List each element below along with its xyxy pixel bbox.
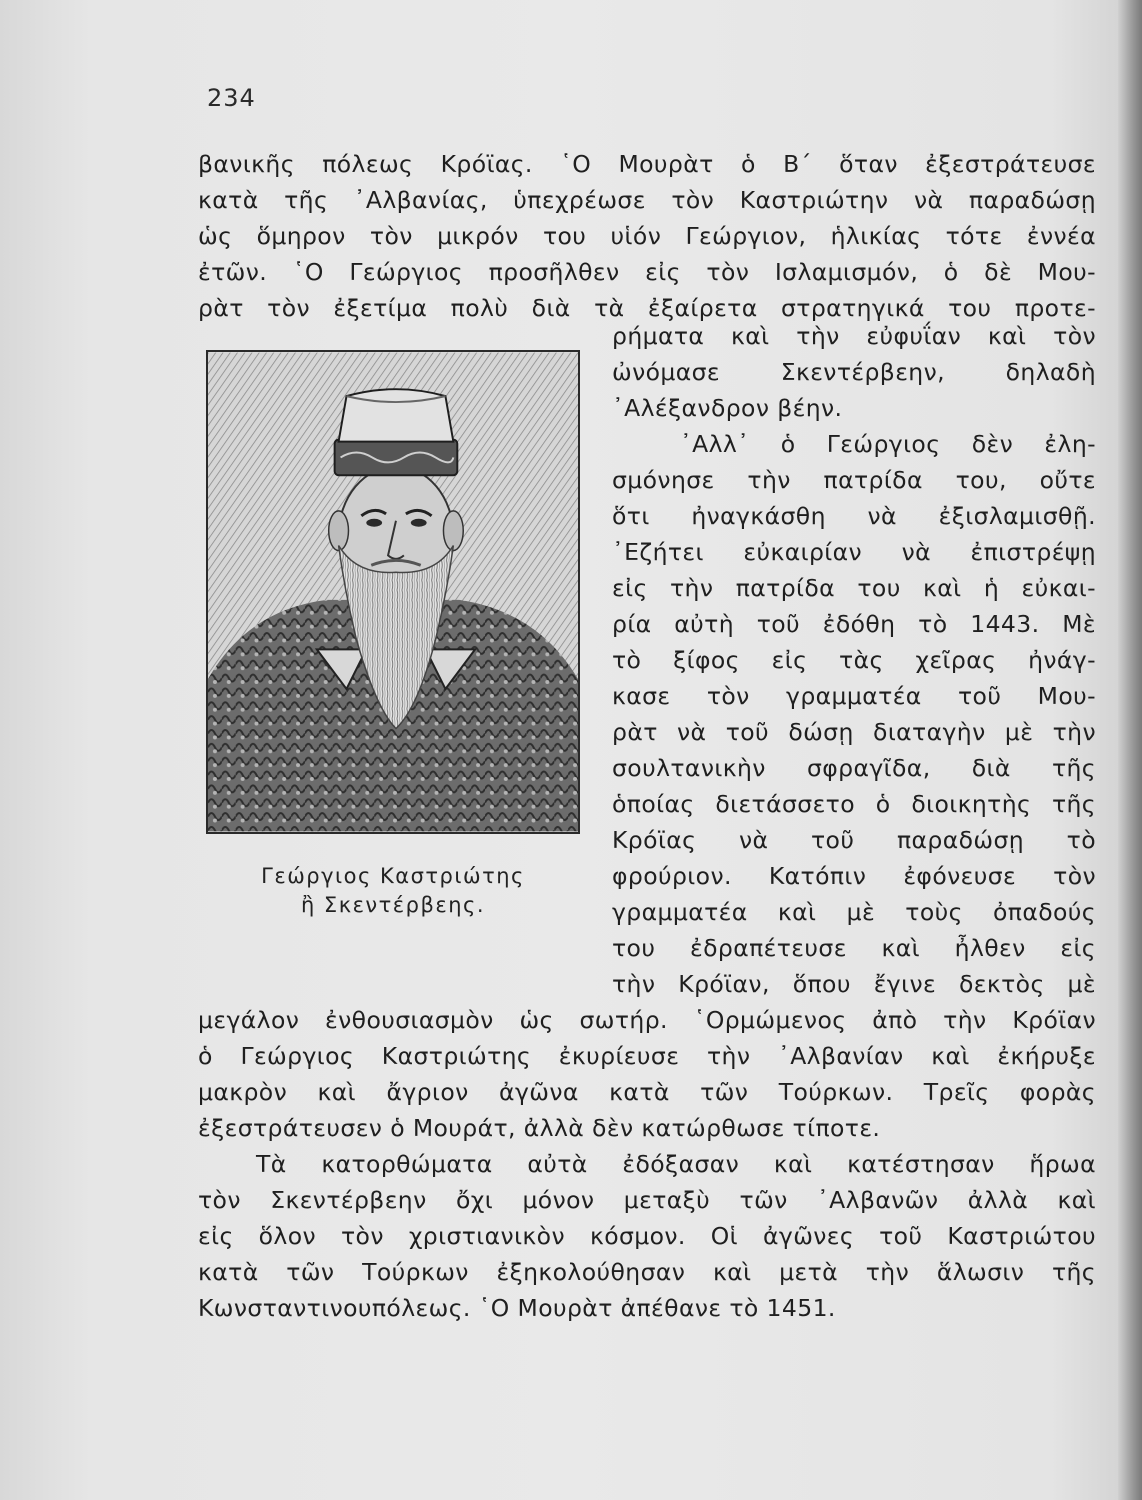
page-number: 234 bbox=[207, 84, 256, 112]
text-line: Τὰ κατορθώματα αὐτὰ ἐδόξασαν καὶ κατέστησαν ἥρωα bbox=[256, 1150, 1096, 1178]
text-line: ρήματα καὶ τὴν εὐφυΐαν καὶ τὸν bbox=[612, 322, 1096, 350]
text-line: κασε τὸν γραμματέα τοῦ Μου- bbox=[612, 682, 1096, 710]
text-line: ὁ Γεώργιος Καστριώτης ἐκυρίευσε τὴν ᾿Αλβανίαν καὶ ἐκήρυξε bbox=[198, 1042, 1096, 1070]
text-line: κατὰ τῆς ᾿Αλβανίας, ὑπεχρέωσε τὸν Καστριώτην νὰ παραδώσῃ bbox=[198, 186, 1096, 214]
text-line: μακρὸν καὶ ἄγριον ἀγῶνα κατὰ τῶν Τούρκων. Τρεῖς φορὰς bbox=[198, 1078, 1096, 1106]
portrait-caption: Γεώργιος Καστριώτης bbox=[261, 864, 525, 888]
text-line: τὴν Κρόϊαν, ὅπου ἔγινε δεκτὸς μὲ bbox=[612, 970, 1096, 998]
text-line: εἰς τὴν πατρίδα του καὶ ἡ εὐκαι- bbox=[612, 574, 1096, 602]
text-line: ἐξεστράτευσεν ὁ Μουράτ, ἀλλὰ δὲν κατώρθωσε τίποτε. bbox=[198, 1114, 881, 1142]
text-line: ἐτῶν. ῾Ο Γεώργιος προσῆλθεν εἰς τὸν Ισλαμισμόν, ὁ δὲ Μου- bbox=[198, 258, 1096, 286]
text-line: Κωνσταντινουπόλεως. ῾Ο Μουρὰτ ἀπέθανε τὸ 1451. bbox=[198, 1294, 836, 1322]
text-line: κατὰ τῶν Τούρκων ἐξηκολούθησαν καὶ μετὰ τὴν ἅλωσιν τῆς bbox=[198, 1258, 1096, 1286]
text-line: μεγάλον ἐνθουσιασμὸν ὡς σωτήρ. ῾Ορμώμενος ἀπὸ τὴν Κρόϊαν bbox=[198, 1006, 1096, 1034]
text-line: ᾿Αλέξανδρον βέην. bbox=[612, 394, 843, 422]
text-line: τὸ ξίφος εἰς τὰς χεῖρας ἠνάγ- bbox=[612, 646, 1096, 674]
text-line: τὸν Σκεντέρβεην ὄχι μόνον μεταξὺ τῶν ᾿Αλβανῶν ἀλλὰ καὶ bbox=[198, 1186, 1096, 1214]
text-line: βανικῆς πόλεως Κρόϊας. ῾Ο Μουρὰτ ὁ Β΄ ὅταν ἐξεστράτευσε bbox=[198, 150, 1096, 178]
text-line: ρὰτ τὸν ἐξετίμα πολὺ διὰ τὰ ἐξαίρετα στρατηγικά του προτε- bbox=[198, 294, 1096, 322]
portrait-engraving bbox=[206, 350, 580, 834]
text-line: γραμματέα καὶ μὲ τοὺς ὀπαδούς bbox=[612, 898, 1096, 926]
text-line: ρία αὐτὴ τοῦ ἐδόθη τὸ 1443. Μὲ bbox=[612, 610, 1096, 638]
portrait-caption: ἢ Σκεντέρβεης. bbox=[300, 893, 486, 917]
text-line: ᾿Εζήτει εὐκαιρίαν νὰ ἐπιστρέψῃ bbox=[612, 538, 1096, 566]
page-spine-shadow bbox=[1118, 0, 1142, 1500]
text-line: του ἐδραπέτευσε καὶ ἦλθεν εἰς bbox=[612, 934, 1096, 962]
text-line: Κρόϊας νὰ τοῦ παραδώσῃ τὸ bbox=[612, 826, 1096, 854]
text-line: ὁποίας διετάσσετο ὁ διοικητὴς τῆς bbox=[612, 790, 1096, 818]
text-line: ὅτι ἠναγκάσθη νὰ ἐξισλαμισθῇ. bbox=[612, 502, 1096, 530]
text-line: σουλτανικὴν σφραγῖδα, διὰ τῆς bbox=[612, 754, 1096, 782]
text-line: ᾿Αλλ᾿ ὁ Γεώργιος δὲν ἐλη- bbox=[680, 430, 1096, 458]
text-line: σμόνησε τὴν πατρίδα του, οὔτε bbox=[612, 466, 1096, 494]
text-line: φρούριον. Κατόπιν ἐφόνευσε τὸν bbox=[612, 862, 1096, 890]
text-line: ὡς ὅμηρον τὸν μικρόν του υἱόν Γεώργιον, ἡλικίας τότε ἐννέα bbox=[198, 222, 1096, 250]
text-line: ὠνόμασε Σκεντέρβεην, δηλαδὴ bbox=[612, 358, 1096, 386]
text-line: ρὰτ νὰ τοῦ δώσῃ διαταγὴν μὲ τὴν bbox=[612, 718, 1096, 746]
text-line: εἰς ὅλον τὸν χριστιανικὸν κόσμον. Οἱ ἀγῶνες τοῦ Καστριώτου bbox=[198, 1222, 1096, 1250]
